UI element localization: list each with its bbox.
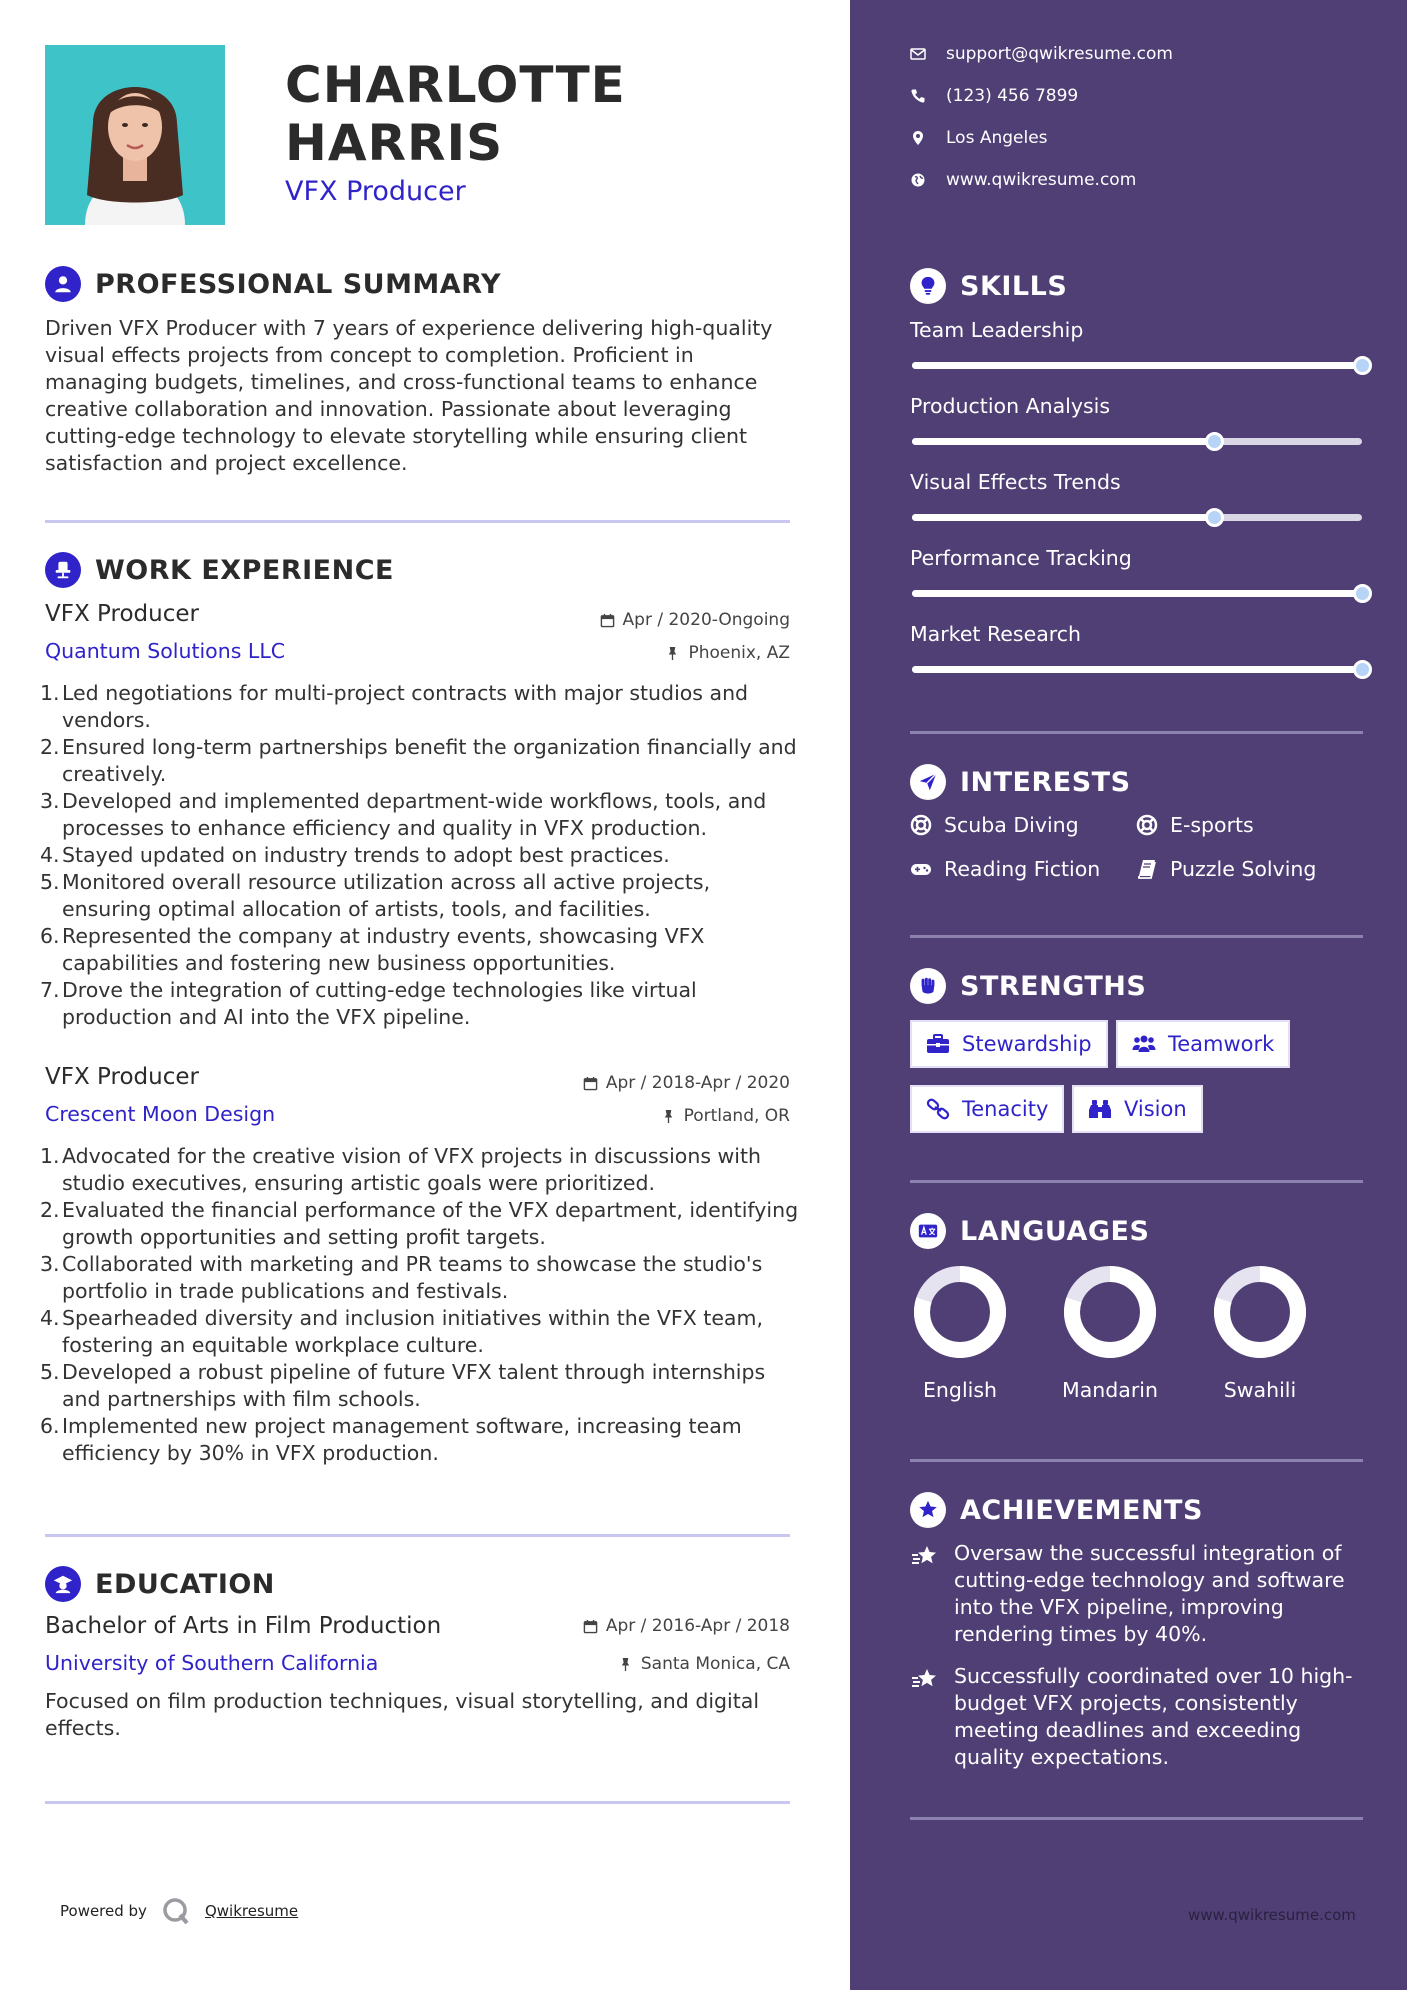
strength-chip <box>910 1020 1108 1068</box>
qwikresume-link[interactable]: Qwikresume <box>204 1902 299 1920</box>
skill-level-knob <box>1205 508 1224 527</box>
achievements-title: ACHIEVEMENTS <box>960 1494 1203 1526</box>
strengths-heading <box>910 968 1146 1004</box>
school-name: University of Southern California <box>45 1651 379 1675</box>
language-item <box>1055 1262 1165 1402</box>
star-badge-icon <box>910 1492 946 1528</box>
achievement-text: Successfully coordinated over 10 high-budget VFX projects, consistently meeting deadlines and exceeding quality expectations. <box>954 1664 1353 1769</box>
lifebuoy-icon <box>1136 814 1158 836</box>
list-item: 6. Represented the company at industry events, showcasing VFX capabilities and fostering new business opportunities. <box>40 924 705 975</box>
skill-label: Production Analysis <box>910 394 1111 418</box>
degree-title: Bachelor of Arts in Film Production <box>45 1613 442 1639</box>
strength-label: Stewardship <box>962 1032 1092 1056</box>
graduate-icon <box>45 1566 81 1602</box>
language-label: English <box>922 1378 998 1402</box>
contact-email[interactable] <box>910 44 1173 64</box>
list-item: 4. Spearheaded diversity and inclusion initiatives within the VFX team, fostering an equitable workplace culture. <box>40 1306 763 1357</box>
name-line-1: CHARLOTTE <box>285 56 626 114</box>
interest-label: E-sports <box>1170 813 1254 837</box>
interest-label: Puzzle Solving <box>1170 857 1317 881</box>
phone-icon <box>910 88 926 104</box>
envelope-icon <box>910 46 926 62</box>
list-item: 4. Stayed updated on industry trends to adopt best practices. <box>40 843 670 867</box>
job-date-text: Apr / 2020-Ongoing <box>622 610 790 630</box>
list-item: 2. Ensured long-term partnerships benefit the organization financially and creatively. <box>40 735 797 786</box>
list-item: 6. Implemented new project management software, increasing team efficiency by 30% in VFX production. <box>40 1414 742 1465</box>
skills-heading <box>910 268 1067 304</box>
job-date-text: Apr / 2018-Apr / 2020 <box>605 1073 790 1093</box>
section-divider <box>910 1180 1363 1183</box>
language-level-ring <box>1060 1262 1160 1362</box>
strength-chip <box>1072 1085 1203 1133</box>
language-level-ring <box>910 1262 1010 1362</box>
section-divider <box>910 731 1363 734</box>
interest-item <box>1136 857 1316 881</box>
skill-bar <box>912 438 1362 445</box>
contact-phone-text: (123) 456 7899 <box>946 86 1079 106</box>
lightbulb-icon <box>910 268 946 304</box>
link-icon <box>926 1098 950 1120</box>
interest-item <box>1136 813 1254 837</box>
star-icon <box>910 1542 940 1572</box>
paper-plane-icon <box>910 764 946 800</box>
skill-level-knob <box>1353 660 1372 679</box>
pin-icon <box>661 1109 676 1124</box>
job-title: VFX Producer <box>45 1064 199 1090</box>
education-description: Focused on film production techniques, visual storytelling, and digital effects. <box>45 1689 760 1740</box>
skill-bar-fill <box>912 438 1214 445</box>
contact-email-text: support@qwikresume.com <box>946 44 1173 64</box>
pin-icon <box>665 646 680 661</box>
languages-heading <box>910 1213 1149 1249</box>
users-icon <box>1132 1033 1156 1055</box>
skill-bar-fill <box>912 590 1362 597</box>
candidate-name <box>285 56 785 172</box>
job-company: Quantum Solutions LLC <box>45 639 286 663</box>
globe-icon <box>910 172 926 188</box>
language-level-ring <box>1210 1262 1310 1362</box>
interests-heading <box>910 764 1131 800</box>
experience-title: WORK EXPERIENCE <box>95 554 394 586</box>
strengths-title: STRENGTHS <box>960 970 1147 1002</box>
book-icon <box>1136 858 1158 880</box>
skill-label: Market Research <box>910 622 1082 646</box>
contact-location-text: Los Angeles <box>946 128 1048 148</box>
skill-level-knob <box>1353 356 1372 375</box>
strength-chip <box>1116 1020 1290 1068</box>
strength-label: Teamwork <box>1168 1032 1275 1056</box>
list-item: 5. Developed a robust pipeline of future VFX talent through internships and partnerships with film schools. <box>40 1360 766 1411</box>
profile-photo <box>45 45 225 225</box>
education-title: EDUCATION <box>95 1568 275 1600</box>
summary-heading <box>45 266 501 302</box>
strength-chip <box>910 1085 1064 1133</box>
education-location <box>370 1654 790 1674</box>
achievements-heading <box>910 1492 1203 1528</box>
fist-icon <box>910 968 946 1004</box>
interest-label: Reading Fiction <box>944 857 1101 881</box>
job-company: Crescent Moon Design <box>45 1102 276 1126</box>
summary-text: Driven VFX Producer with 7 years of experience delivering high-quality visual effects projects from concept to completion. Proficient in managing budgets, timelines, and cross-functional teams to enhance creative collaboration and innovation. Passionate about leveraging cutting-edge technology to elevate storytelling while ensuring client satisfaction and project excellence. <box>45 316 773 475</box>
interest-label: Scuba Diving <box>944 813 1079 837</box>
achievement-item <box>910 1540 1370 1648</box>
experience-heading <box>45 552 394 588</box>
user-icon <box>45 266 81 302</box>
section-divider <box>45 520 790 523</box>
calendar-icon <box>583 1076 598 1091</box>
pin-icon <box>618 1657 633 1672</box>
strength-label: Tenacity <box>962 1097 1049 1121</box>
skill-bar <box>912 590 1362 597</box>
name-line-2: HARRIS <box>285 114 504 172</box>
contact-location <box>910 128 1048 148</box>
section-divider <box>910 935 1363 938</box>
job-bullets <box>40 1143 800 1467</box>
education-date-text: Apr / 2016-Apr / 2018 <box>605 1616 790 1636</box>
skill-label: Team Leadership <box>910 318 1084 342</box>
contact-website[interactable] <box>910 170 1136 190</box>
list-item: 2. Evaluated the financial performance of the VFX department, identifying growth opportunities and setting profit targets. <box>40 1198 799 1249</box>
skill-level-knob <box>1353 584 1372 603</box>
sidebar <box>850 0 1407 1990</box>
section-divider <box>45 1801 790 1804</box>
translate-icon <box>910 1213 946 1249</box>
footer-url[interactable]: www.qwikresume.com <box>1188 1906 1356 1924</box>
section-divider <box>45 1534 790 1537</box>
contact-website-text: www.qwikresume.com <box>946 170 1137 190</box>
calendar-icon <box>583 1619 598 1634</box>
gamepad-icon <box>910 858 932 880</box>
skill-bar <box>912 362 1362 369</box>
achievement-text: Oversaw the successful integration of cutting-edge technology and software into the VFX pipeline, improving rendering times by 40%. <box>954 1541 1345 1646</box>
contact-phone[interactable] <box>910 86 1078 106</box>
section-divider <box>910 1459 1363 1462</box>
star-icon <box>910 1665 940 1695</box>
interest-item <box>910 813 1079 837</box>
languages-title: LANGUAGES <box>960 1215 1150 1247</box>
skill-bar-fill <box>912 514 1214 521</box>
list-item: 1. Advocated for the creative vision of VFX projects in discussions with studio executives, ensuring artistic goals were prioritized. <box>40 1144 762 1195</box>
job-date <box>370 1073 790 1093</box>
skill-label: Visual Effects Trends <box>910 470 1121 494</box>
language-label: Swahili <box>1223 1378 1297 1402</box>
language-label: Mandarin <box>1062 1378 1158 1402</box>
skill-label: Performance Tracking <box>910 546 1132 570</box>
job-location <box>370 1106 790 1126</box>
list-item: 3. Collaborated with marketing and PR teams to showcase the studio's portfolio in trade publications and festivals. <box>40 1252 763 1303</box>
lifebuoy-icon <box>910 814 932 836</box>
summary-title: PROFESSIONAL SUMMARY <box>95 268 502 300</box>
skills-title: SKILLS <box>960 270 1068 302</box>
skill-level-knob <box>1205 432 1224 451</box>
calendar-icon <box>600 613 615 628</box>
job-location-text: Phoenix, AZ <box>688 643 790 663</box>
interests-title: INTERESTS <box>960 766 1131 798</box>
list-item: 1. Led negotiations for multi-project contracts with major studios and vendors. <box>40 681 749 732</box>
job-location-text: Portland, OR <box>683 1106 790 1126</box>
job-title: VFX Producer <box>45 601 199 627</box>
skill-bar-fill <box>912 666 1362 673</box>
briefcase-icon <box>926 1033 950 1055</box>
language-item <box>1205 1262 1315 1402</box>
skill-bar <box>912 514 1362 521</box>
binoculars-icon <box>1088 1098 1112 1120</box>
job-bullets <box>40 680 800 1031</box>
candidate-title: VFX Producer <box>285 176 466 207</box>
language-item <box>905 1262 1015 1402</box>
section-divider <box>910 1817 1363 1820</box>
achievement-item <box>910 1663 1370 1771</box>
education-heading <box>45 1566 275 1602</box>
skill-bar <box>912 666 1362 673</box>
list-item: 7. Drove the integration of cutting-edge technologies like virtual production and AI into the VFX pipeline. <box>40 978 697 1029</box>
skill-bar-fill <box>912 362 1362 369</box>
education-date <box>370 1616 790 1636</box>
qwikresume-logo-icon <box>161 1896 191 1926</box>
map-marker-icon <box>910 130 926 146</box>
job-location <box>370 643 790 663</box>
powered-by <box>60 1896 298 1926</box>
chair-icon <box>45 552 81 588</box>
list-item: 5. Monitored overall resource utilization across all active projects, ensuring optimal allocation of artists, tools, and facilities. <box>40 870 711 921</box>
job-date <box>370 610 790 630</box>
interest-item <box>910 857 1100 881</box>
education-location-text: Santa Monica, CA <box>640 1654 790 1674</box>
powered-by-label: Powered by <box>60 1902 147 1920</box>
list-item: 3. Developed and implemented department-wide workflows, tools, and processes to enhance efficiency and quality in VFX production. <box>40 789 767 840</box>
strength-label: Vision <box>1124 1097 1187 1121</box>
